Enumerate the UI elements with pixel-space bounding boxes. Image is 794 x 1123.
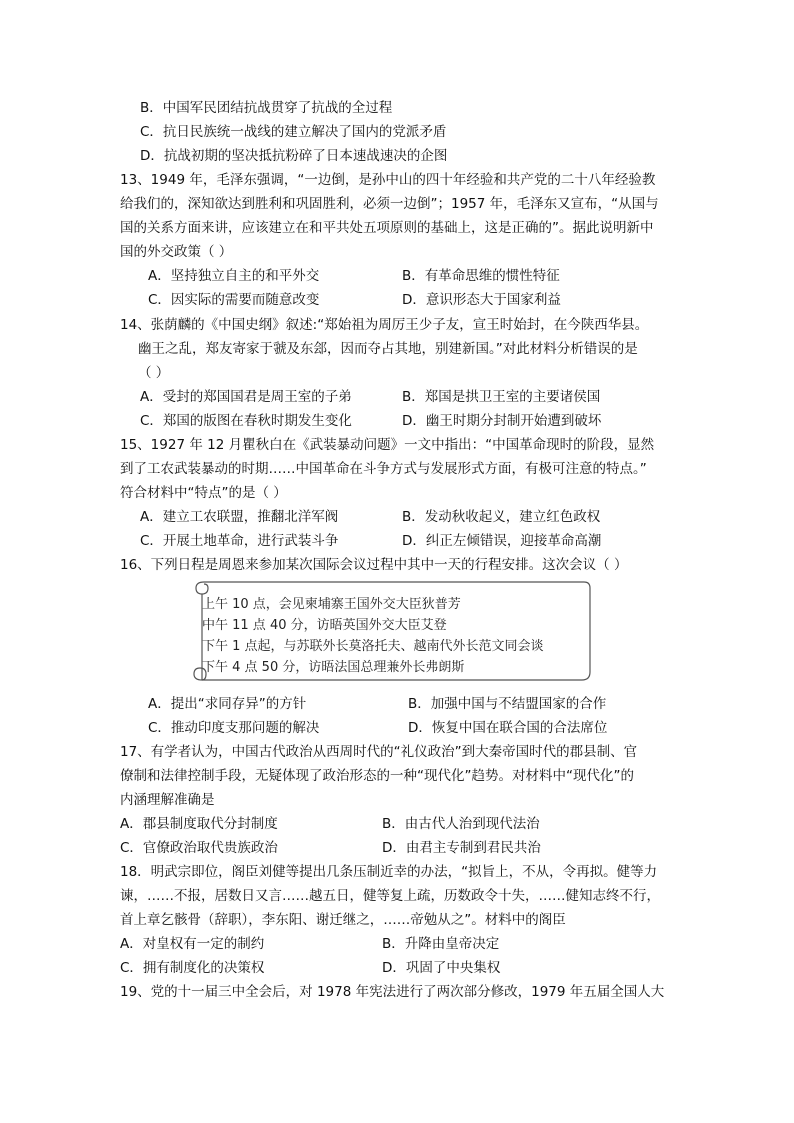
q13-option-c: C．因实际的需要而随意改变 (148, 292, 320, 308)
q13-option-a: A．坚持独立自主的和平外交 (148, 268, 320, 284)
schedule-item-4: 下午 4 点 50 分，访晤法国总理兼外长弗朗斯 (202, 660, 465, 675)
q17-stem-line-3: 内涵理解准确是 (120, 792, 215, 808)
q12-option-d: D．抗战初期的坚决抵抗粉碎了日本速战速决的企图 (140, 148, 448, 164)
q15-option-c: C．开展土地革命，进行武装斗争 (140, 533, 339, 549)
q16-option-b: B．加强中国与不结盟国家的合作 (408, 696, 607, 712)
q12-option-c: C．抗日民族统一战线的建立解决了国内的党派矛盾 (140, 124, 447, 140)
q18-stem-line-3: 首上章乞骸骨（辞职），李东阳、谢迁继之，……帝勉从之”。材料中的阁臣 (120, 912, 566, 928)
q16-option-d: D．恢复中国在联合国的合法席位 (408, 720, 608, 736)
q13-stem-line-2: 给我们的，深知欲达到胜利和巩固胜利，必须一边倒”；1957 年，毛泽东又宣布，“从国与 (120, 196, 659, 212)
q15-stem-line-2: 到了工农武装暴动的时期……中国革命在斗争方式与发展形式方面，有极可注意的特点。” (120, 461, 647, 477)
q14-option-b: B．郑国是拱卫王室的主要诸侯国 (402, 389, 601, 405)
q17-option-d: D．由君主专制到君民共治 (382, 840, 541, 856)
schedule-scroll (192, 574, 592, 686)
q18-option-b: B．升降由皇帝决定 (382, 936, 500, 952)
schedule-item-3: 下午 1 点起，与苏联外长莫洛托夫、越南代外长范文同会谈 (202, 639, 544, 654)
q14-option-c: C．郑国的版图在春秋时期发生变化 (140, 413, 352, 429)
q14-stem-line-3: （ ） (138, 365, 170, 381)
q17-option-a: A．郡县制度取代分封制度 (120, 816, 278, 832)
schedule-item-1: 上午 10 点，会见柬埔寨王国外交大臣狄普芳 (202, 597, 461, 612)
q13-stem-line-3: 国的关系方面来讲，应该建立在和平共处五项原则的基础上，这是正确的”。据此说明新中 (120, 220, 654, 236)
q19-stem-line-1: 19、党的十一届三中全会后，对 1978 年宪法进行了两次部分修改，1979 年五届全国人大 (120, 984, 665, 1000)
q17-option-b: B．由古代人治到现代法治 (382, 816, 540, 832)
q14-stem-line-2: 幽王之乱，郑友寄家于虢及东郐，因而夺占其地，别建新国。”对此材料分析错误的是 (138, 341, 638, 357)
q13-option-b: B．有革命思维的惯性特征 (402, 268, 560, 284)
q14-option-d: D．幽王时期分封制开始遭到破坏 (402, 413, 602, 429)
q18-stem-line-2: 谏，……不报，居数日又言……越五日，健等复上疏，历数政令十失，……健知志终不行， (120, 888, 660, 904)
q15-stem-line-3: 符合材料中“特点”的是（ ） (120, 485, 287, 501)
q15-stem-line-1: 15、1927 年 12 月瞿秋白在《武装暴动问题》一文中指出：“中国革命现时的阶段，显然 (120, 437, 655, 453)
q18-option-d: D．巩固了中央集权 (382, 960, 501, 976)
schedule-item-2: 中午 11 点 40 分，访晤英国外交大臣艾登 (202, 618, 447, 633)
q17-option-c: C．官僚政治取代贵族政治 (120, 840, 278, 856)
q16-option-c: C．推动印度支那问题的解决 (148, 720, 320, 736)
q18-stem-line-1: 18．明武宗即位，阁臣刘健等提出几条压制近幸的办法，“拟旨上，不从，令再拟。健等力 (120, 864, 658, 880)
q17-stem-line-2: 僚制和法律控制手段，无疑体现了政治形态的一种“现代化”趋势。对材料中“现代化”的 (120, 768, 634, 784)
q14-option-a: A．受封的郑国国君是周王室的子弟 (140, 389, 352, 405)
q13-stem-line-4: 国的外交政策（ ） (120, 244, 233, 260)
q14-stem-line-1: 14、张荫麟的《中国史纲》叙述:“郑始祖为周厉王少子友，宣王时始封，在今陕西华县。 (120, 317, 649, 333)
q16-stem: 16、下列日程是周恩来参加某次国际会议过程中其中一天的行程安排。这次会议（ ） (120, 557, 628, 573)
q17-stem-line-1: 17、有学者认为，中国古代政治从西周时代的“礼仪政治”到大秦帝国时代的郡县制、官 (120, 744, 638, 760)
q13-stem-line-1: 13、1949 年，毛泽东强调，“一边倒，是孙中山的四十年经验和共产党的二十八年经验教 (120, 172, 656, 188)
q18-option-a: A．对皇权有一定的制约 (120, 936, 265, 952)
q15-option-a: A．建立工农联盟，推翻北洋军阀 (140, 509, 339, 525)
q18-option-c: C．拥有制度化的决策权 (120, 960, 265, 976)
q16-option-a: A．提出“求同存异”的方针 (148, 696, 307, 712)
q15-option-d: D．纠正左倾错误，迎接革命高潮 (402, 533, 602, 549)
q13-option-d: D．意识形态大于国家利益 (402, 292, 561, 308)
q12-option-b: B．中国军民团结抗战贯穿了抗战的全过程 (140, 100, 393, 116)
q15-option-b: B．发动秋收起义，建立红色政权 (402, 509, 601, 525)
